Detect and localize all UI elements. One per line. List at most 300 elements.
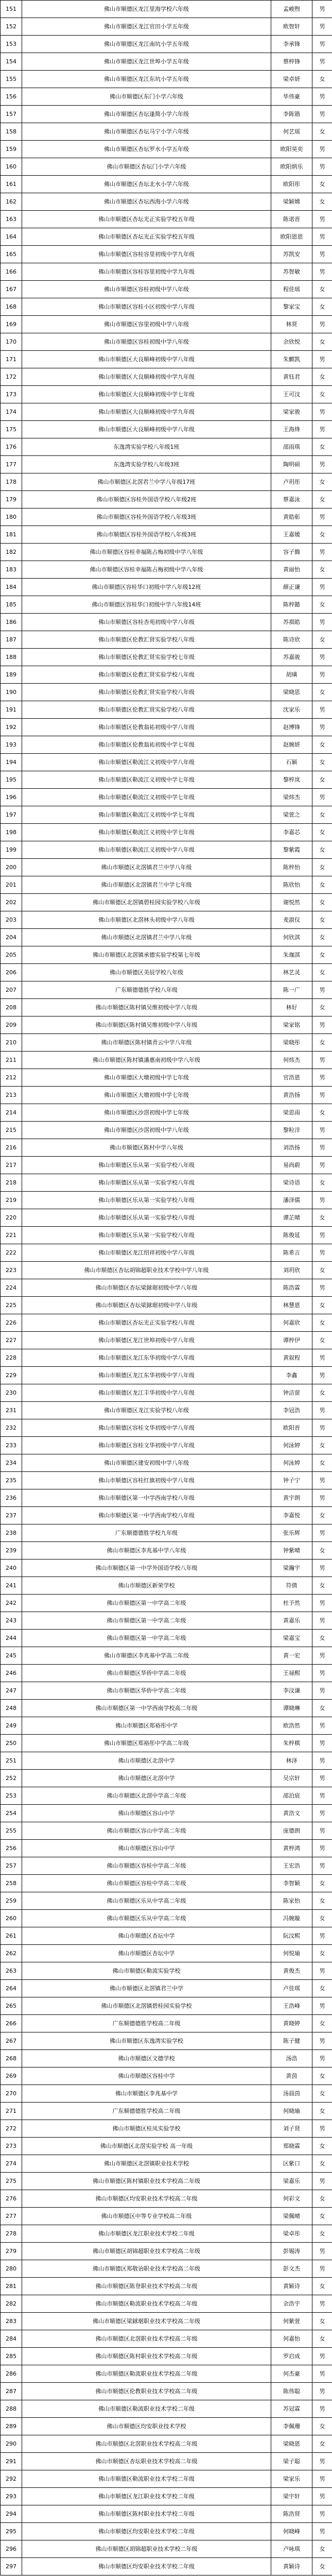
row-number-cell: 205 — [1, 946, 22, 964]
gender-cell: 女 — [312, 964, 332, 981]
row-number-cell: 294 — [1, 2505, 22, 2523]
gender-cell: 女 — [312, 1384, 332, 1402]
school-cell: 佛山市顺德区容桂红旗初级中学八年级 — [22, 1472, 271, 1489]
table-row — [1, 1139, 332, 1157]
school-cell: 佛山市顺德区杏坛梁銶琚初级中学八年级 — [22, 1279, 271, 1297]
student-name-cell: 杜予然 — [271, 1595, 312, 1612]
table-row — [1, 1104, 332, 1122]
gender-cell: 男 — [312, 789, 332, 806]
gender-cell: 女 — [312, 1630, 332, 1647]
student-name-cell: 陈梓懿 — [271, 596, 312, 614]
gender-cell: 男 — [312, 246, 332, 263]
student-name-cell: 何炜杰 — [271, 1052, 312, 1069]
student-name-cell: 陶明硕 — [271, 456, 312, 473]
gender-cell: 男 — [312, 2120, 332, 2138]
gender-cell: 男 — [312, 2295, 332, 2313]
student-name-cell: 何嘉欣 — [271, 1314, 312, 1332]
table-row — [1, 526, 332, 544]
student-name-cell: 陈诺晋 — [271, 211, 312, 228]
row-number-cell: 229 — [1, 1367, 22, 1384]
row-number-cell: 223 — [1, 1262, 22, 1279]
student-name-cell: 王嘉媛 — [271, 526, 312, 544]
student-name-cell: 石颖 — [271, 754, 312, 771]
student-name-cell: 李嘉悦 — [271, 1507, 312, 1524]
row-number-cell: 177 — [1, 456, 22, 473]
gender-cell: 男 — [312, 1682, 332, 1700]
row-number-cell: 206 — [1, 964, 22, 981]
school-cell: 佛山市顺德区容桂中学高二年级 — [22, 1875, 271, 1892]
gender-cell: 男 — [312, 421, 332, 438]
school-cell: 佛山市顺德区勒流江义初级中学七年级 — [22, 771, 271, 789]
gender-cell: 男 — [312, 1279, 332, 1297]
student-name-cell: 蔡嘉泳 — [271, 491, 312, 509]
table-row — [1, 806, 332, 824]
gender-cell: 女 — [312, 298, 332, 316]
school-cell: 佛山市顺德区乐从第一实验学校八年级 — [22, 1227, 271, 1244]
school-cell: 广东顺德德胜学校高二年级 — [22, 2015, 271, 2032]
gender-cell: 男 — [312, 666, 332, 684]
gender-cell: 男 — [312, 2400, 332, 2418]
table-row — [1, 263, 332, 281]
school-cell: 佛山市顺德区容桂文华初级中学八年级 — [22, 1437, 271, 1454]
table-row — [1, 403, 332, 421]
student-name-cell: 钟洁萤 — [271, 1384, 312, 1402]
school-cell: 佛山市顺德区梁銶琚职业技术学校高二年级 — [22, 2313, 271, 2330]
student-name-cell: 陈俊延 — [271, 1227, 312, 1244]
student-name-cell: 钟紫晴 — [271, 1542, 312, 1560]
row-number-cell: 196 — [1, 789, 22, 806]
gender-cell: 女 — [312, 193, 332, 211]
table-row — [1, 1910, 332, 1927]
row-number-cell: 212 — [1, 1069, 22, 1087]
gender-cell: 女 — [312, 1332, 332, 1349]
table-row — [1, 1437, 332, 1454]
row-number-cell: 254 — [1, 1805, 22, 1822]
gender-cell: 女 — [312, 946, 332, 964]
gender-cell: 男 — [312, 2523, 332, 2540]
table-row — [1, 999, 332, 1016]
gender-cell: 男 — [312, 1016, 332, 1034]
table-row — [1, 1997, 332, 2015]
table-row — [1, 1227, 332, 1244]
row-number-cell: 176 — [1, 438, 22, 456]
student-name-cell: 吴宗轩 — [271, 1770, 312, 1787]
school-cell: 佛山市顺德区伦教翁祐初级中学七年级 — [22, 736, 271, 754]
gender-cell: 女 — [312, 2418, 332, 2435]
student-name-cell: 张乐辉 — [271, 1524, 312, 1542]
school-cell: 佛山市顺德区勒流职业技术学校高二年级 — [22, 2295, 271, 2313]
row-number-cell: 161 — [1, 176, 22, 193]
gender-cell: 男 — [312, 1665, 332, 1682]
table-row — [1, 1384, 332, 1402]
row-number-cell: 293 — [1, 2488, 22, 2505]
table-row — [1, 859, 332, 876]
school-cell: 佛山市顺德区容山中学高二年级 — [22, 1822, 271, 1840]
school-cell: 佛山市顺德区龙江丰华初级中学八年级 — [22, 1384, 271, 1402]
school-cell: 佛山市顺德区大良顺峰初级中学八年级 — [22, 421, 271, 438]
row-number-cell: 251 — [1, 1752, 22, 1770]
student-name-cell: 梁家乐 — [271, 2470, 312, 2488]
student-name-cell: 梁嘉乐 — [271, 2173, 312, 2190]
student-name-cell: 黎紫霞 — [271, 841, 312, 859]
table-row — [1, 2470, 332, 2488]
gender-cell: 女 — [312, 1507, 332, 1524]
school-cell: 佛山市顺德区郑裕彤中学高二年级 — [22, 1735, 271, 1752]
row-number-cell: 252 — [1, 1770, 22, 1787]
student-name-cell: 林好 — [271, 999, 312, 1016]
school-cell: 佛山市顺德区新荣学校 — [22, 1577, 271, 1595]
gender-cell: 男 — [312, 2173, 332, 2190]
school-cell: 佛山市顺德区勒流江义初级中学七年级 — [22, 806, 271, 824]
school-cell: 广东顺德德胜学校九年级 — [22, 1524, 271, 1542]
school-cell: 佛山市顺德区大良顺峰初级中学八年级 — [22, 351, 271, 368]
table-row — [1, 754, 332, 771]
row-number-cell: 258 — [1, 1875, 22, 1892]
row-number-cell: 270 — [1, 2085, 22, 2103]
gender-cell: 男 — [312, 1612, 332, 1630]
student-name-cell: 林慧恩 — [271, 1297, 312, 1314]
gender-cell: 女 — [312, 561, 332, 579]
table-row — [1, 1174, 332, 1192]
gender-cell: 男 — [312, 614, 332, 631]
table-row — [1, 2488, 332, 2505]
row-number-cell: 179 — [1, 491, 22, 509]
row-number-cell: 180 — [1, 509, 22, 526]
school-cell: 佛山市顺德区勒流江义初级中学七年级 — [22, 789, 271, 806]
student-name-cell: 苏嘉骏 — [271, 649, 312, 666]
school-cell: 佛山市顺德区大良顺峰初级中学九年级 — [22, 368, 271, 386]
school-cell: 佛山市顺德区容桂外国语学校八年级3班 — [22, 509, 271, 526]
gender-cell: 女 — [312, 876, 332, 894]
school-cell: 佛山市顺德区杏坛光正实验学校八年级 — [22, 1314, 271, 1332]
gender-cell: 女 — [312, 1209, 332, 1227]
row-number-cell: 203 — [1, 911, 22, 929]
row-number-cell: 259 — [1, 1892, 22, 1910]
table-row — [1, 2103, 332, 2120]
gender-cell: 男 — [312, 2453, 332, 2470]
row-number-cell: 193 — [1, 736, 22, 754]
row-number-cell: 242 — [1, 1595, 22, 1612]
row-number-cell: 260 — [1, 1910, 22, 1927]
student-name-cell: 余浩宇 — [271, 2295, 312, 2313]
table-row — [1, 2138, 332, 2155]
student-name-cell: 阮汶熙 — [271, 1927, 312, 1945]
row-number-cell: 253 — [1, 1787, 22, 1805]
table-row — [1, 106, 332, 123]
school-cell: 佛山市顺德区第一中学西南学校高二年级 — [22, 1700, 271, 1717]
gender-cell: 女 — [312, 684, 332, 701]
gender-cell: 男 — [312, 158, 332, 176]
table-row — [1, 631, 332, 649]
gender-cell: 女 — [312, 859, 332, 876]
gender-cell: 男 — [312, 1349, 332, 1367]
school-cell: 佛山市顺德区北滘镇君兰中学 — [22, 1980, 271, 1997]
student-name-cell: 朱珈淇 — [271, 946, 312, 964]
table-row — [1, 1016, 332, 1034]
row-number-cell: 280 — [1, 2260, 22, 2278]
school-cell: 佛山市顺德区容桂华口初级中学八年级14班 — [22, 596, 271, 614]
table-row — [1, 2050, 332, 2067]
school-cell: 佛山市顺德区陈村镇青云中学八年级 — [22, 1034, 271, 1052]
student-name-cell: 程佳瑶 — [271, 281, 312, 298]
row-number-cell: 155 — [1, 71, 22, 88]
student-name-cell: 胡璜 — [271, 666, 312, 684]
student-name-cell: 李汶谦 — [271, 1682, 312, 1700]
table-row — [1, 36, 332, 53]
table-row — [1, 701, 332, 719]
table-row — [1, 176, 332, 193]
school-cell: 佛山市顺德区陈村职业技术学校高二年级 — [22, 2348, 271, 2365]
table-row — [1, 2015, 332, 2032]
gender-cell: 男 — [312, 981, 332, 999]
school-cell: 佛山市顺德区容山中学 — [22, 1805, 271, 1822]
table-row — [1, 509, 332, 526]
table-row — [1, 1034, 332, 1052]
gender-cell: 女 — [312, 1577, 332, 1595]
school-cell: 佛山市顺德区文德学校 — [22, 2050, 271, 2067]
student-name-cell: 易尚蔚 — [271, 1157, 312, 1174]
gender-cell: 女 — [312, 2313, 332, 2330]
school-cell: 佛山市顺德区乐从第一实验学校八年级 — [22, 1157, 271, 1174]
school-cell: 佛山市顺德区杏坛罗水小学五年级 — [22, 141, 271, 158]
student-name-cell: 梁嘉宝 — [271, 1630, 312, 1647]
row-number-cell: 269 — [1, 2067, 22, 2085]
table-row — [1, 964, 332, 981]
row-number-cell: 188 — [1, 649, 22, 666]
row-number-cell: 200 — [1, 859, 22, 876]
row-number-cell: 278 — [1, 2225, 22, 2243]
row-number-cell: 265 — [1, 1997, 22, 2015]
row-number-cell: 186 — [1, 614, 22, 631]
school-cell: 佛山市顺德区龙江里海学校六年级 — [22, 1, 271, 18]
school-cell: 佛山市顺德区伦教汇贤实验学校八年级 — [22, 631, 271, 649]
school-cell: 佛山市顺德区伦教汇贤实验学校八年级 — [22, 666, 271, 684]
table-row — [1, 1577, 332, 1595]
gender-cell: 男 — [312, 1770, 332, 1787]
student-name-cell: 谭梓伊 — [271, 1332, 312, 1349]
table-row — [1, 649, 332, 666]
gender-cell: 男 — [312, 1244, 332, 1262]
table-row — [1, 1367, 332, 1384]
student-name-cell: 梁宇轩 — [271, 2488, 312, 2505]
table-row — [1, 438, 332, 456]
table-row — [1, 1822, 332, 1840]
student-name-cell: 黄浩文 — [271, 1805, 312, 1822]
table-row — [1, 1560, 332, 1577]
school-cell: 佛山市顺德区陈村中学八年级 — [22, 1139, 271, 1157]
gender-cell: 男 — [312, 1087, 332, 1104]
table-row — [1, 1489, 332, 1507]
school-cell: 佛山市顺德区第一中学外国语学校八年级 — [22, 1560, 271, 1577]
table-row — [1, 421, 332, 438]
student-name-cell: 李冠浩 — [271, 1402, 312, 1419]
gender-cell: 女 — [312, 333, 332, 351]
school-cell: 佛山市顺德区龙江绍祥初级中学八年级 — [22, 1244, 271, 1262]
row-number-cell: 276 — [1, 2190, 22, 2208]
row-number-cell: 207 — [1, 981, 22, 999]
table-row — [1, 2365, 332, 2383]
row-number-cell: 235 — [1, 1472, 22, 1489]
gender-cell: 男 — [312, 106, 332, 123]
student-name-cell: 郑晓霖 — [271, 2138, 312, 2155]
gender-cell: 男 — [312, 2488, 332, 2505]
gender-cell: 男 — [312, 1227, 332, 1244]
row-number-cell: 215 — [1, 1122, 22, 1139]
row-number-cell: 163 — [1, 211, 22, 228]
gender-cell: 女 — [312, 1892, 332, 1910]
table-row — [1, 386, 332, 403]
school-cell: 佛山市顺德区容桂容里初级中学九年级 — [22, 263, 271, 281]
student-name-cell: 陈浩霖 — [271, 1279, 312, 1297]
table-row — [1, 666, 332, 684]
row-number-cell: 243 — [1, 1612, 22, 1630]
gender-cell: 女 — [312, 2015, 332, 2032]
school-cell: 佛山市顺德区容桂中学 — [22, 2067, 271, 2085]
table-row — [1, 841, 332, 859]
row-number-cell: 152 — [1, 18, 22, 36]
gender-cell: 女 — [312, 2103, 332, 2120]
gender-cell: 男 — [312, 403, 332, 421]
school-cell: 佛山市顺德区大墩初级中学七年级 — [22, 1069, 271, 1087]
gender-cell: 男 — [312, 1735, 332, 1752]
table-row — [1, 2383, 332, 2400]
row-number-cell: 234 — [1, 1454, 22, 1472]
gender-cell: 男 — [312, 1419, 332, 1437]
student-name-cell: 梁卓彤 — [271, 2225, 312, 2243]
row-number-cell: 237 — [1, 1507, 22, 1524]
student-name-cell: 陈家怡 — [271, 1892, 312, 1910]
row-number-cell: 245 — [1, 1647, 22, 1665]
table-row — [1, 2418, 332, 2435]
student-name-cell: 区紫口 — [271, 2155, 312, 2173]
student-name-cell: 何嘉怡 — [271, 2330, 312, 2348]
gender-cell: 男 — [312, 53, 332, 71]
row-number-cell: 277 — [1, 2208, 22, 2225]
student-name-cell: 李承锋 — [271, 36, 312, 53]
table-row — [1, 2313, 332, 2330]
table-row — [1, 71, 332, 88]
gender-cell: 女 — [312, 71, 332, 88]
gender-cell: 男 — [312, 141, 332, 158]
school-cell: 佛山市顺德区杏坛职业技术学校高二年级 — [22, 2453, 271, 2470]
table-row — [1, 88, 332, 106]
table-row — [1, 2260, 332, 2278]
student-name-cell: 黄叙程 — [271, 1349, 312, 1367]
gender-cell: 男 — [312, 579, 332, 596]
row-number-cell: 210 — [1, 1034, 22, 1052]
table-row — [1, 561, 332, 579]
table-row — [1, 2540, 332, 2558]
student-name-cell: 陈诗欣 — [271, 631, 312, 649]
row-number-cell: 221 — [1, 1227, 22, 1244]
table-row — [1, 614, 332, 631]
student-name-cell: 梁卓妍 — [271, 71, 312, 88]
row-number-cell: 201 — [1, 876, 22, 894]
row-number-cell: 266 — [1, 2015, 22, 2032]
row-number-cell: 246 — [1, 1665, 22, 1682]
school-cell: 佛山市顺德区龙江东坑小学五年级 — [22, 71, 271, 88]
student-name-cell: 符倩 — [271, 1577, 312, 1595]
table-row — [1, 1892, 332, 1910]
table-row — [1, 1419, 332, 1437]
student-name-cell: 何泳婷 — [271, 1454, 312, 1472]
student-name-cell: 梁晓彤 — [271, 1034, 312, 1052]
student-name-cell: 陈欣怡 — [271, 876, 312, 894]
table-row — [1, 2330, 332, 2348]
gender-cell: 男 — [312, 1962, 332, 1980]
school-cell: 佛山市顺德区胡锦超职业技术学校二年级 — [22, 2540, 271, 2558]
table-row — [1, 1262, 332, 1279]
school-cell: 佛山市顺德区勒流江义初级中学七年级 — [22, 824, 271, 841]
student-name-cell: 汤晨茵 — [271, 2085, 312, 2103]
gender-cell: 女 — [312, 473, 332, 491]
gender-cell: 男 — [312, 1402, 332, 1419]
table-row — [1, 1665, 332, 1682]
student-name-cell: 邵泊宸 — [271, 1787, 312, 1805]
table-row — [1, 1314, 332, 1332]
school-cell: 东逸湾实验学校八年级1班 — [22, 438, 271, 456]
row-number-cell: 233 — [1, 1437, 22, 1454]
gender-cell: 女 — [312, 771, 332, 789]
table-row — [1, 2067, 332, 2085]
table-row — [1, 2190, 332, 2208]
row-number-cell: 209 — [1, 1016, 22, 1034]
school-cell: 佛山市顺德区沙滘初级中学七年级 — [22, 1104, 271, 1122]
gender-cell: 女 — [312, 911, 332, 929]
row-number-cell: 166 — [1, 263, 22, 281]
row-number-cell: 202 — [1, 894, 22, 911]
gender-cell: 女 — [312, 1437, 332, 1454]
table-row — [1, 2295, 332, 2313]
row-number-cell: 220 — [1, 1209, 22, 1227]
row-number-cell: 162 — [1, 193, 22, 211]
table-row — [1, 1945, 332, 1962]
student-name-cell: 庞德朗 — [271, 1822, 312, 1840]
table-row — [1, 929, 332, 946]
row-number-cell: 211 — [1, 1052, 22, 1069]
school-cell: 佛山市顺德区大良顺峰初级中学九年级 — [22, 403, 271, 421]
gender-cell: 男 — [312, 1805, 332, 1822]
table-row — [1, 2435, 332, 2453]
student-name-cell: 黄俊杰 — [271, 1962, 312, 1980]
gender-cell: 男 — [312, 2365, 332, 2383]
table-row — [1, 246, 332, 263]
gender-cell: 男 — [312, 1752, 332, 1770]
table-row — [1, 2505, 332, 2523]
student-name-cell: 欧阳昊奕 — [271, 141, 312, 158]
student-name-cell: 林泽 — [271, 1752, 312, 1770]
student-name-cell: 潘泽儒 — [271, 1192, 312, 1209]
gender-cell: 男 — [312, 1927, 332, 1945]
gender-cell: 男 — [312, 649, 332, 666]
gender-cell: 男 — [312, 1717, 332, 1735]
row-number-cell: 154 — [1, 53, 22, 71]
student-name-cell: 陈一广 — [271, 981, 312, 999]
gender-cell: 女 — [312, 2278, 332, 2295]
student-name-cell: 王可汶 — [271, 386, 312, 403]
school-cell: 佛山市顺德区杏坛门小学六年级 — [22, 158, 271, 176]
student-name-cell: 卢咏琪 — [271, 2540, 312, 2558]
student-name-cell: 余欣悦 — [271, 333, 312, 351]
row-number-cell: 224 — [1, 1279, 22, 1297]
student-name-cell: 黄宇朗 — [271, 1489, 312, 1507]
row-number-cell: 178 — [1, 473, 22, 491]
school-cell: 佛山市顺德区容桂中学高二年级 — [22, 1857, 271, 1875]
row-number-cell: 204 — [1, 929, 22, 946]
school-cell: 佛山市顺德区伦教职业技术学校高二年级 — [22, 2383, 271, 2400]
school-cell: 佛山市顺德区龙江南坑小学五年级 — [22, 36, 271, 53]
gender-cell: 男 — [312, 1857, 332, 1875]
